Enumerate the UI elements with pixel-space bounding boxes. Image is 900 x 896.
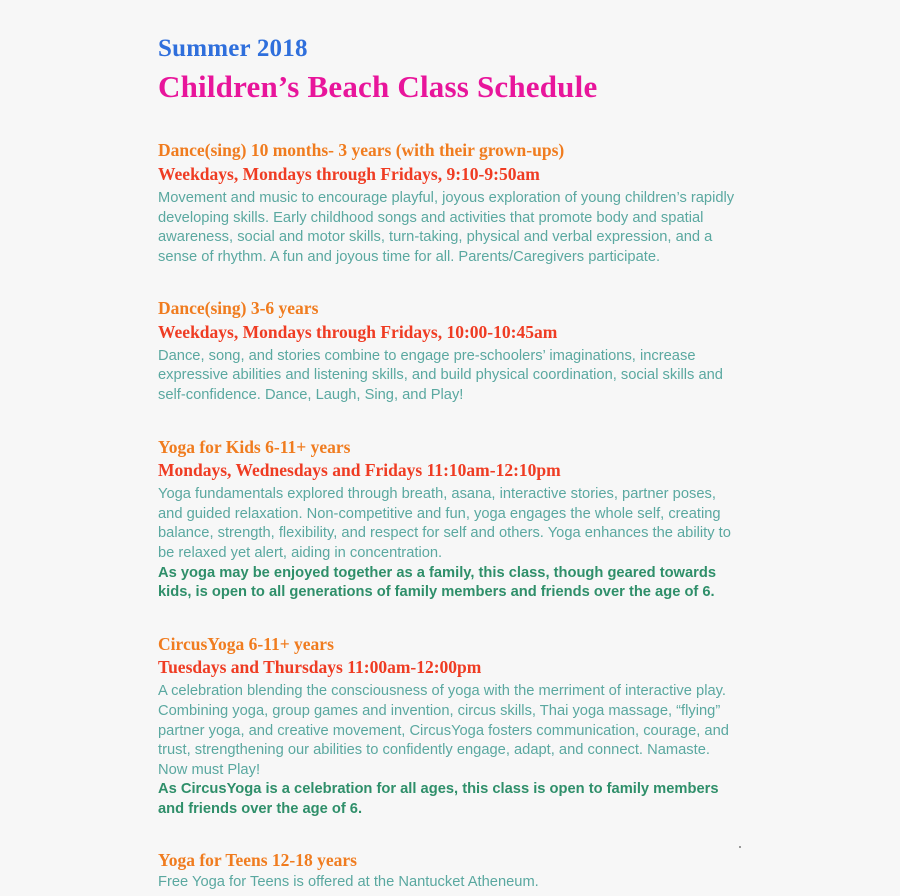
class-entry-circusyoga — [158, 633, 740, 820]
page-mark — [739, 846, 741, 848]
season-heading: Summer 2018 — [158, 35, 308, 62]
class-description: Dance, song, and stories combine to engage pre-schoolers’ imaginations, increase expressive abilities and listening skills, and build physical coordination, social skills and self-confidence. Dance, Laugh, Sing, and Play! — [158, 347, 723, 404]
class-time: Mondays, Wednesdays and Fridays 11:10am-12:10pm — [158, 459, 561, 480]
class-title: Yoga for Teens 12-18 years — [158, 850, 357, 871]
class-title: Yoga for Kids 6-11+ years — [158, 436, 351, 457]
class-note: As yoga may be enjoyed together as a family, this class, though geared towards kids, is open to all generations of family members and friends over the age of 6. — [158, 564, 717, 601]
class-description: A celebration blending the consciousness of yoga with the merriment of interactive play. Combining yoga, group games and invention, circus skills, Thai yoga massage, “flying” partner yoga, and creative movement, CircusYoga fosters communication, courage, and trust, strengthening our abilities to confidently engage, adapt, and connect. Namaste. Now must Play! — [158, 683, 729, 778]
page-title: Children’s Beach Class Schedule — [158, 69, 598, 104]
class-title: Dance(sing) 3-6 years — [158, 298, 319, 319]
class-description: Free Yoga for Teens is offered at the Nantucket Atheneum. — [158, 873, 539, 890]
class-title: Dance(sing) 10 months- 3 years (with their grown-ups) — [158, 140, 565, 161]
class-description: Movement and music to encourage playful, joyous exploration of young children’s rapidly developing skills. Early childhood songs and activities that promote body and spatial awareness, social and motor skills, turn-taking, physical and verbal expression, and a sense of rhythm. A fun and joyous time for all. Parents/Caregivers participate. — [158, 189, 735, 265]
class-entry-yoga-for-kids — [158, 436, 740, 603]
class-time: Tuesdays and Thursdays 11:00am-12:00pm — [158, 657, 482, 678]
class-entry-dancesing-preschool — [158, 297, 740, 405]
class-time: Weekdays, Mondays through Fridays, 10:00-10:45am — [158, 321, 558, 342]
class-note: As CircusYoga is a celebration for all ages, this class is open to family members and friends over the age of 6. — [158, 781, 719, 817]
class-entry-yoga-for-teens — [158, 849, 740, 892]
class-entry-dancesing-toddlers — [158, 139, 740, 267]
class-title: CircusYoga 6-11+ years — [158, 633, 334, 654]
class-description: Yoga fundamentals explored through breath, asana, interactive stories, partner poses, and guided relaxation. Non-competitive and fun, yoga engages the whole self, creating balance, strength, flexibility, and respect for self and others. Yoga enhances the ability to be relaxed yet alert, aiding in concentration. — [158, 486, 731, 561]
class-time: Weekdays, Mondays through Fridays, 9:10-9:50am — [158, 163, 540, 184]
